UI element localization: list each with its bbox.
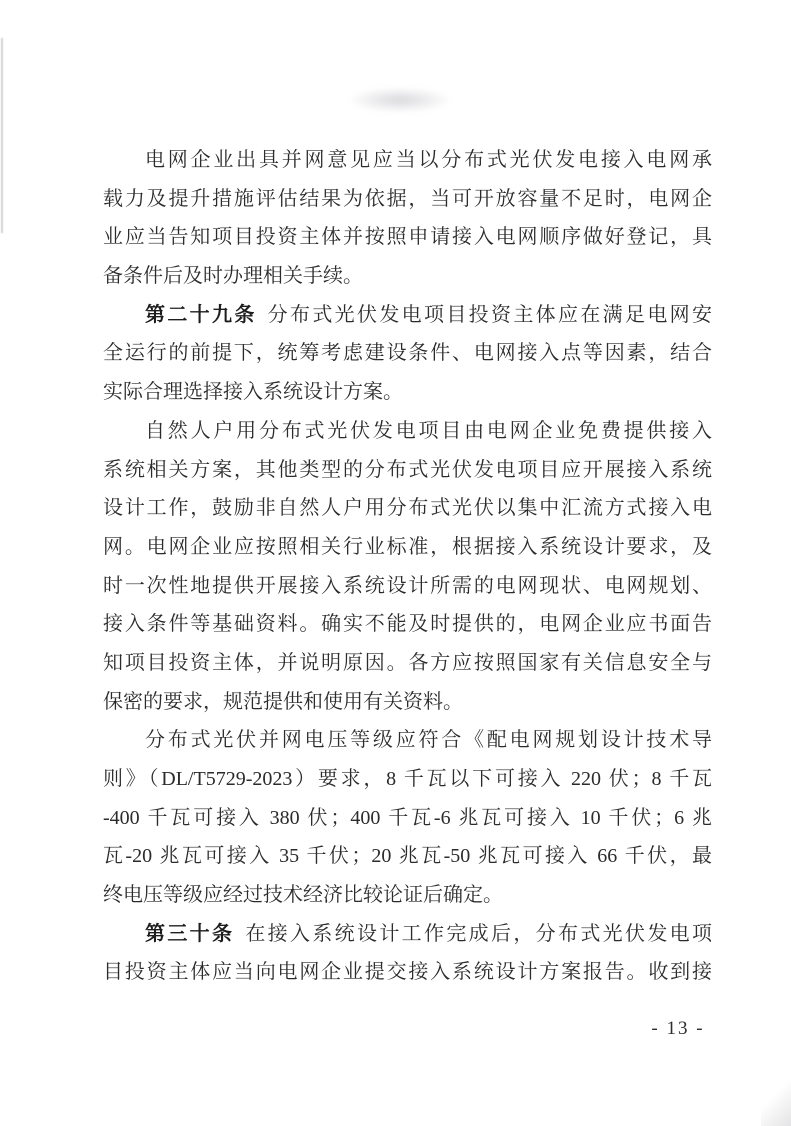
text-line: 电网企业出具并网意见应当以分布式光伏发电接入电网承 xyxy=(145,149,712,171)
article-30-heading: 第三十条 xyxy=(145,922,235,945)
text-line: 网。电网企业应按照相关行业标准，根据接入系统设计要求，及 xyxy=(103,535,712,558)
text-line: 业应当告知项目投资主体并按照申请接入电网顺序做好登记，具 xyxy=(103,226,712,249)
text-line: 分布式光伏并网电压等级应符合《配电网规划设计技术导 xyxy=(145,729,712,752)
text-line: 接入条件等基础资料。确实不能及时提供的，电网企业应书面告 xyxy=(103,613,712,636)
text-line: -400 千瓦可接入 380 伏；400 千瓦-6 兆瓦可接入 10 千伏；6 兆 xyxy=(103,806,712,829)
scan-edge-artifact xyxy=(1,38,3,233)
paragraph-grid-connection-opinion xyxy=(103,141,712,296)
text-line: 自然人户用分布式光伏发电项目由电网企业免费提供接入 xyxy=(145,419,712,442)
text-line: 保密的要求，规范提供和使用有关资料。 xyxy=(103,690,463,713)
text-segment: 分布式光伏发电项目投资主体应在满足电网安 xyxy=(267,303,712,326)
document-body xyxy=(103,141,712,992)
text-line: 瓦-20 兆瓦可接入 35 千伏；20 兆瓦-50 兆瓦可接入 66 千伏，最 xyxy=(103,845,712,868)
paragraph-voltage-levels xyxy=(103,721,712,914)
text-line: 时一次性地提供开展接入系统设计所需的电网现状、电网规划、 xyxy=(103,574,712,597)
faint-watermark xyxy=(350,88,450,112)
text-line: 载力及提升措施评估结果为依据，当可开放容量不足时，电网企 xyxy=(103,187,712,210)
text-line: 备条件后及时办理相关手续。 xyxy=(103,265,363,288)
text-line: 终电压等级应经过技术经济比较论证后确定。 xyxy=(103,884,503,907)
paragraph-access-system-design xyxy=(103,412,712,722)
text-line: 全运行的前提下，统筹考虑建设条件、电网接入点等因素，结合 xyxy=(103,342,712,365)
text-line: 目投资主体应当向电网企业提交接入系统设计方案报告。收到接 xyxy=(103,961,712,984)
article-29-heading: 第二十九条 xyxy=(145,303,257,326)
text-line: 则》（DL/T5729-2023）要求，8 千瓦以下可接入 220 伏；8 千瓦 xyxy=(103,768,712,790)
text-line: 实际合理选择接入系统设计方案。 xyxy=(103,381,403,404)
page-number: - 13 - xyxy=(651,1018,705,1039)
text-line: 知项目投资主体，并说明原因。各方应按照国家有关信息安全与 xyxy=(103,651,712,674)
paragraph-article-29 xyxy=(103,296,712,412)
text-segment: 在接入系统设计工作完成后，分布式光伏发电项 xyxy=(245,922,712,945)
text-line: 设计工作，鼓励非自然人户用分布式光伏以集中汇流方式接入电 xyxy=(103,497,712,520)
page-corner-shadow xyxy=(761,1082,791,1126)
text-line xyxy=(103,296,712,335)
paragraph-article-30 xyxy=(103,915,712,992)
text-line: 系统相关方案，其他类型的分布式光伏发电项目应开展接入系统 xyxy=(103,458,712,481)
text-line xyxy=(103,915,712,954)
